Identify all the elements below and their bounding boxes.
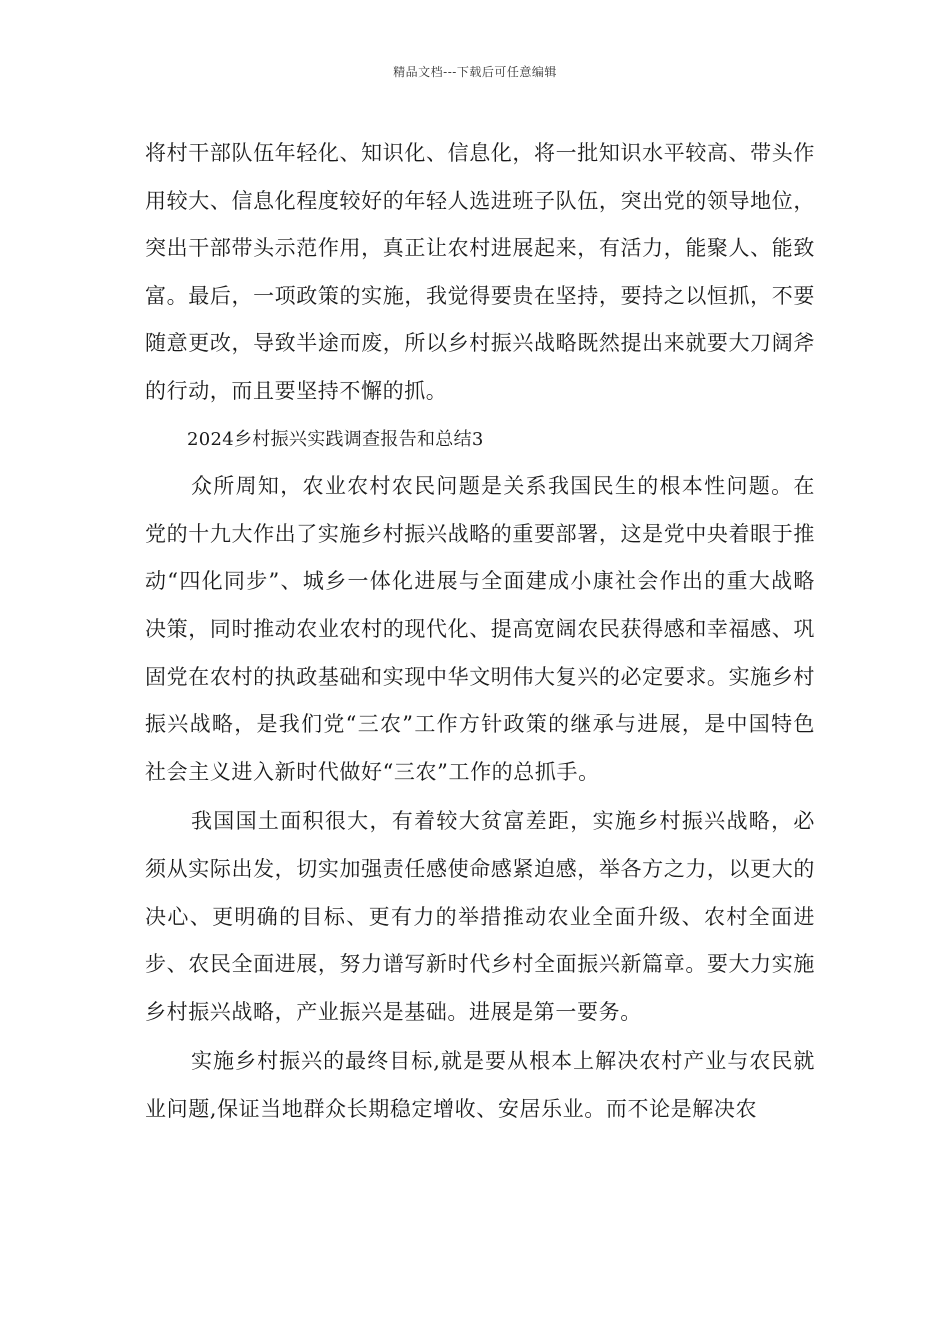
paragraph-intro: 众所周知，农业农村农民问题是关系我国民生的根本性问题。在党的十九大作出了实施乡村振兴战略的重要部署，这是党中央着眼于推动“四化同步”、城乡一体化进展与全面建成小康社会作出的重大战略决策，同时推动农业农村的现代化、提高宽阔农民获得感和幸福感、巩固党在农村的执政基础和实现中华文明伟大复兴的必定要求。实施乡村振兴战略，是我们党“三农”工作方针政策的继承与进展，是中国特色社会主义进入新时代做好“三农”工作的总抓手。 <box>145 474 815 784</box>
section-heading: 2024乡村振兴实践调查报告和总结3 <box>187 428 484 450</box>
paragraph-goal: 实施乡村振兴的最终目标,就是要从根本上解决农村产业与农民就业问题,保证当地群众长期稳定增收、安居乐业。而不论是解决农 <box>145 1049 815 1121</box>
document-body <box>145 130 815 1133</box>
page-header: 精品文档---下载后可任意编辑 <box>393 65 557 79</box>
paragraph-continuation: 将村干部队伍年轻化、知识化、信息化，将一批知识水平较高、带头作用较大、信息化程度较好的年轻人选进班子队伍，突出党的领导地位，突出干部带头示范作用，真正让农村进展起来，有活力，能聚人、能致富。最后，一项政策的实施，我觉得要贵在坚持，要持之以恒抓，不要随意更改，导致半途而废，所以乡村振兴战略既然提出来就要大刀阔斧的行动，而且要坚持不懈的抓。 <box>145 141 815 403</box>
paragraph-territory: 我国国土面积很大，有着较大贫富差距，实施乡村振兴战略，必须从实际出发，切实加强责任感使命感紧迫感，举各方之力，以更大的决心、更明确的目标、更有力的举措推动农业全面升级、农村全面进步、农民全面进展，努力谱写新时代乡村全面振兴新篇章。要大力实施乡村振兴战略，产业振兴是基础。进展是第一要务。 <box>145 809 815 1024</box>
